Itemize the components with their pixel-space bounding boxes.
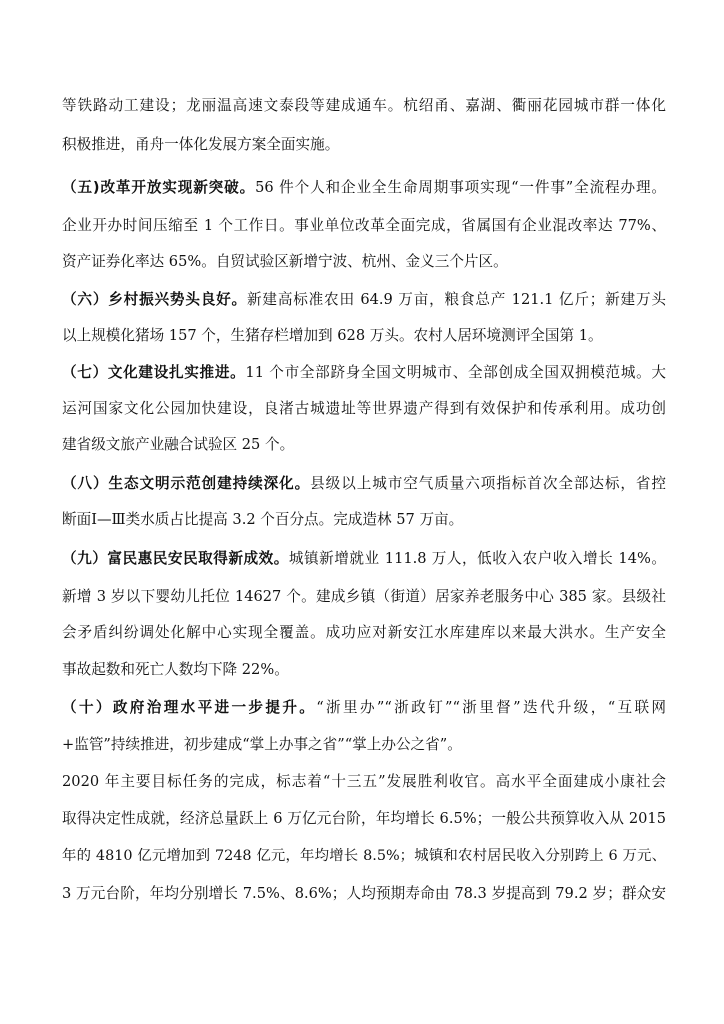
paragraph-line: 企业开办时间压缩至 1 个工作日。事业单位改革全面完成，省属国有企业混改率达 77%、 [62,217,666,234]
section-heading: （六）乡村振兴势头良好。 [62,291,247,308]
paragraph-line: 积极推进，甬舟一体化发展方案全面实施。 [62,136,340,153]
paragraph-line: 2020 年主要目标任务的完成，标志着“十三五”发展胜利收官。高水平全面建成小康社会 [62,773,666,790]
paragraph-line: 事故起数和死亡人数均下降 22%。 [62,661,289,678]
section-heading-line: （五)改革开放实现新突破。56 件个人和企业全生命周期事项实现“一件事”全流程办理。 [62,179,667,196]
section-heading-line: （七）文化建设扎实推进。11 个市全部跻身全国文明城市、全部创成全国双拥模范城。大 [62,364,666,381]
paragraph-line: 建省级文旅产业融合试验区 25 个。 [62,436,295,453]
paragraph-line: 资产证券化率达 65%。自贸试验区新增宁波、杭州、金义三个片区。 [62,253,508,270]
section-heading-line: （八）生态文明示范创建持续深化。县级以上城市空气质量六项指标首次全部达标，省控 [62,475,666,492]
paragraph-line: 以上规模化猪场 157 个，生猪存栏增加到 628 万头。农村人居环境测评全国第 1。 [62,327,603,344]
section-heading: （五)改革开放实现新突破。 [62,179,256,196]
paragraph-line: 断面Ⅰ—Ⅲ类水质占比提高 3.2 个百分点。完成造林 57 万亩。 [62,511,464,528]
section-heading-line: （十）政府治理水平进一步提升。“浙里办”“浙政钉”“浙里督”迭代升级，“互联网 [62,699,666,716]
section-heading-line: （六）乡村振兴势头良好。新建高标准农田 64.9 万亩，粮食总产 121.1 亿斤；新建万头 [62,291,666,308]
paragraph-line: 取得决定性成就，经济总量跃上 6 万亿元台阶，年均增长 6.5%；一般公共预算收入从 2015 [62,810,666,827]
paragraph-line: 新增 3 岁以下婴幼儿托位 14627 个。建成乡镇（街道）居家养老服务中心 385 家。县级社 [62,588,666,605]
paragraph-line: 会矛盾纠纷调处化解中心实现全覆盖。成功应对新安江水库建库以来最大洪水。生产安全 [62,624,666,641]
section-heading: （七）文化建设扎实推进。 [62,364,246,381]
paragraph-line: 年的 4810 亿元增加到 7248 亿元，年均增长 8.5%；城镇和农村居民收入分别跨上 6 万元、 [62,848,666,864]
section-heading: （九）富民惠民安民取得新成效。 [62,550,289,567]
paragraph-line: 运河国家文化公园加快建设，良渚古城遗址等世界遗产得到有效保护和传承利用。成功创 [62,400,666,417]
paragraph-line: +监管”持续推进，初步建成“掌上办事之省”“掌上办公之省”。 [62,736,462,753]
section-heading: （十）政府治理水平进一步提升。 [62,699,317,716]
section-heading: （八）生态文明示范创建持续深化。 [62,475,311,492]
paragraph-line: 等铁路动工建设；龙丽温高速文泰段等建成通车。杭绍甬、嘉湖、衢丽花园城市群一体化 [62,97,666,114]
paragraph-line: 3 万元台阶，年均分别增长 7.5%、8.6%；人均预期寿命由 78.3 岁提高到 79.2 岁；群众安 [62,885,666,902]
section-heading-line: （九）富民惠民安民取得新成效。城镇新增就业 111.8 万人，低收入农户收入增长 14%。 [62,550,666,567]
